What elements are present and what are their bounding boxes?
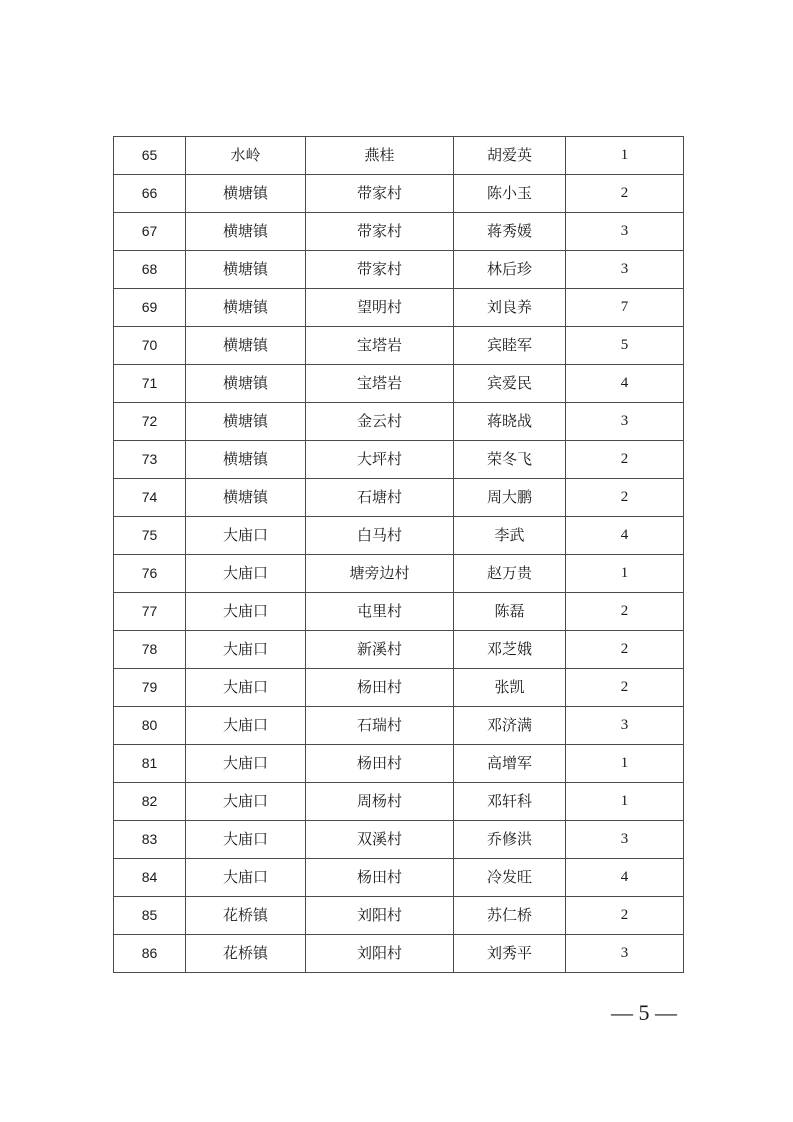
cell-count: 2 (566, 175, 684, 213)
cell-count: 2 (566, 593, 684, 631)
cell-person-name: 林后珍 (454, 251, 566, 289)
cell-town: 横塘镇 (186, 289, 306, 327)
cell-count: 1 (566, 745, 684, 783)
cell-count: 3 (566, 935, 684, 973)
cell-count: 5 (566, 327, 684, 365)
record-table (113, 136, 684, 973)
table-row (114, 137, 684, 175)
cell-town: 横塘镇 (186, 479, 306, 517)
cell-serial-number: 72 (114, 403, 186, 441)
cell-person-name: 邓济满 (454, 707, 566, 745)
cell-village: 白马村 (306, 517, 454, 555)
table-row (114, 669, 684, 707)
table-row (114, 935, 684, 973)
cell-person-name: 宾睦军 (454, 327, 566, 365)
cell-serial-number: 65 (114, 137, 186, 175)
cell-person-name: 胡爱英 (454, 137, 566, 175)
cell-village: 杨田村 (306, 859, 454, 897)
table-row (114, 517, 684, 555)
cell-serial-number: 75 (114, 517, 186, 555)
cell-serial-number: 81 (114, 745, 186, 783)
cell-serial-number: 71 (114, 365, 186, 403)
cell-village: 燕桂 (306, 137, 454, 175)
cell-person-name: 邓芝娥 (454, 631, 566, 669)
cell-person-name: 张凯 (454, 669, 566, 707)
cell-town: 横塘镇 (186, 403, 306, 441)
cell-count: 3 (566, 251, 684, 289)
cell-village: 新溪村 (306, 631, 454, 669)
cell-village: 大坪村 (306, 441, 454, 479)
cell-town: 大庙口 (186, 517, 306, 555)
cell-person-name: 邓轩科 (454, 783, 566, 821)
cell-serial-number: 83 (114, 821, 186, 859)
table-row (114, 213, 684, 251)
record-table-wrapper (113, 136, 683, 973)
cell-town: 大庙口 (186, 669, 306, 707)
cell-person-name: 刘良养 (454, 289, 566, 327)
cell-count: 3 (566, 403, 684, 441)
cell-serial-number: 70 (114, 327, 186, 365)
cell-town: 大庙口 (186, 707, 306, 745)
cell-village: 金云村 (306, 403, 454, 441)
cell-serial-number: 80 (114, 707, 186, 745)
cell-person-name: 冷发旺 (454, 859, 566, 897)
cell-serial-number: 66 (114, 175, 186, 213)
table-row (114, 745, 684, 783)
table-row (114, 897, 684, 935)
cell-serial-number: 82 (114, 783, 186, 821)
cell-serial-number: 76 (114, 555, 186, 593)
cell-count: 3 (566, 707, 684, 745)
cell-village: 塘旁边村 (306, 555, 454, 593)
cell-person-name: 蒋秀媛 (454, 213, 566, 251)
cell-town: 大庙口 (186, 593, 306, 631)
cell-count: 7 (566, 289, 684, 327)
cell-person-name: 陈磊 (454, 593, 566, 631)
cell-person-name: 荣冬飞 (454, 441, 566, 479)
cell-town: 大庙口 (186, 631, 306, 669)
cell-serial-number: 84 (114, 859, 186, 897)
table-row (114, 289, 684, 327)
cell-count: 2 (566, 441, 684, 479)
table-row (114, 175, 684, 213)
cell-town: 横塘镇 (186, 175, 306, 213)
cell-village: 望明村 (306, 289, 454, 327)
cell-village: 带家村 (306, 213, 454, 251)
cell-serial-number: 73 (114, 441, 186, 479)
cell-village: 石瑞村 (306, 707, 454, 745)
cell-person-name: 刘秀平 (454, 935, 566, 973)
cell-person-name: 乔修洪 (454, 821, 566, 859)
table-row (114, 403, 684, 441)
cell-count: 1 (566, 555, 684, 593)
cell-person-name: 赵万贵 (454, 555, 566, 593)
record-table-body (114, 137, 684, 973)
cell-count: 3 (566, 213, 684, 251)
cell-village: 带家村 (306, 175, 454, 213)
cell-village: 屯里村 (306, 593, 454, 631)
cell-serial-number: 78 (114, 631, 186, 669)
cell-town: 大庙口 (186, 783, 306, 821)
cell-village: 宝塔岩 (306, 327, 454, 365)
cell-count: 1 (566, 783, 684, 821)
cell-count: 3 (566, 821, 684, 859)
cell-person-name: 宾爱民 (454, 365, 566, 403)
cell-count: 2 (566, 897, 684, 935)
cell-count: 2 (566, 669, 684, 707)
cell-serial-number: 68 (114, 251, 186, 289)
cell-town: 横塘镇 (186, 327, 306, 365)
cell-count: 1 (566, 137, 684, 175)
cell-village: 双溪村 (306, 821, 454, 859)
table-row (114, 593, 684, 631)
cell-count: 4 (566, 517, 684, 555)
cell-town: 横塘镇 (186, 365, 306, 403)
cell-count: 2 (566, 631, 684, 669)
cell-village: 刘阳村 (306, 897, 454, 935)
cell-village: 周杨村 (306, 783, 454, 821)
table-row (114, 821, 684, 859)
cell-person-name: 陈小玉 (454, 175, 566, 213)
cell-person-name: 李武 (454, 517, 566, 555)
cell-town: 大庙口 (186, 555, 306, 593)
table-row (114, 327, 684, 365)
cell-serial-number: 74 (114, 479, 186, 517)
table-row (114, 441, 684, 479)
table-row (114, 707, 684, 745)
cell-person-name: 周大鹏 (454, 479, 566, 517)
cell-town: 横塘镇 (186, 441, 306, 479)
cell-serial-number: 69 (114, 289, 186, 327)
cell-person-name: 蒋晓战 (454, 403, 566, 441)
cell-village: 宝塔岩 (306, 365, 454, 403)
cell-serial-number: 67 (114, 213, 186, 251)
cell-town: 花桥镇 (186, 935, 306, 973)
cell-village: 带家村 (306, 251, 454, 289)
cell-town: 水岭 (186, 137, 306, 175)
cell-person-name: 苏仁桥 (454, 897, 566, 935)
table-row (114, 631, 684, 669)
table-row (114, 859, 684, 897)
cell-town: 大庙口 (186, 745, 306, 783)
cell-count: 2 (566, 479, 684, 517)
cell-person-name: 高增军 (454, 745, 566, 783)
cell-serial-number: 77 (114, 593, 186, 631)
cell-town: 横塘镇 (186, 213, 306, 251)
table-row (114, 783, 684, 821)
table-row (114, 479, 684, 517)
cell-count: 4 (566, 365, 684, 403)
cell-serial-number: 85 (114, 897, 186, 935)
cell-town: 大庙口 (186, 821, 306, 859)
cell-town: 横塘镇 (186, 251, 306, 289)
table-row (114, 555, 684, 593)
cell-village: 刘阳村 (306, 935, 454, 973)
cell-village: 杨田村 (306, 669, 454, 707)
cell-town: 花桥镇 (186, 897, 306, 935)
table-row (114, 365, 684, 403)
page-number: — 5 — (611, 1000, 677, 1025)
cell-serial-number: 79 (114, 669, 186, 707)
table-row (114, 251, 684, 289)
cell-village: 杨田村 (306, 745, 454, 783)
cell-village: 石塘村 (306, 479, 454, 517)
cell-town: 大庙口 (186, 859, 306, 897)
cell-count: 4 (566, 859, 684, 897)
cell-serial-number: 86 (114, 935, 186, 973)
